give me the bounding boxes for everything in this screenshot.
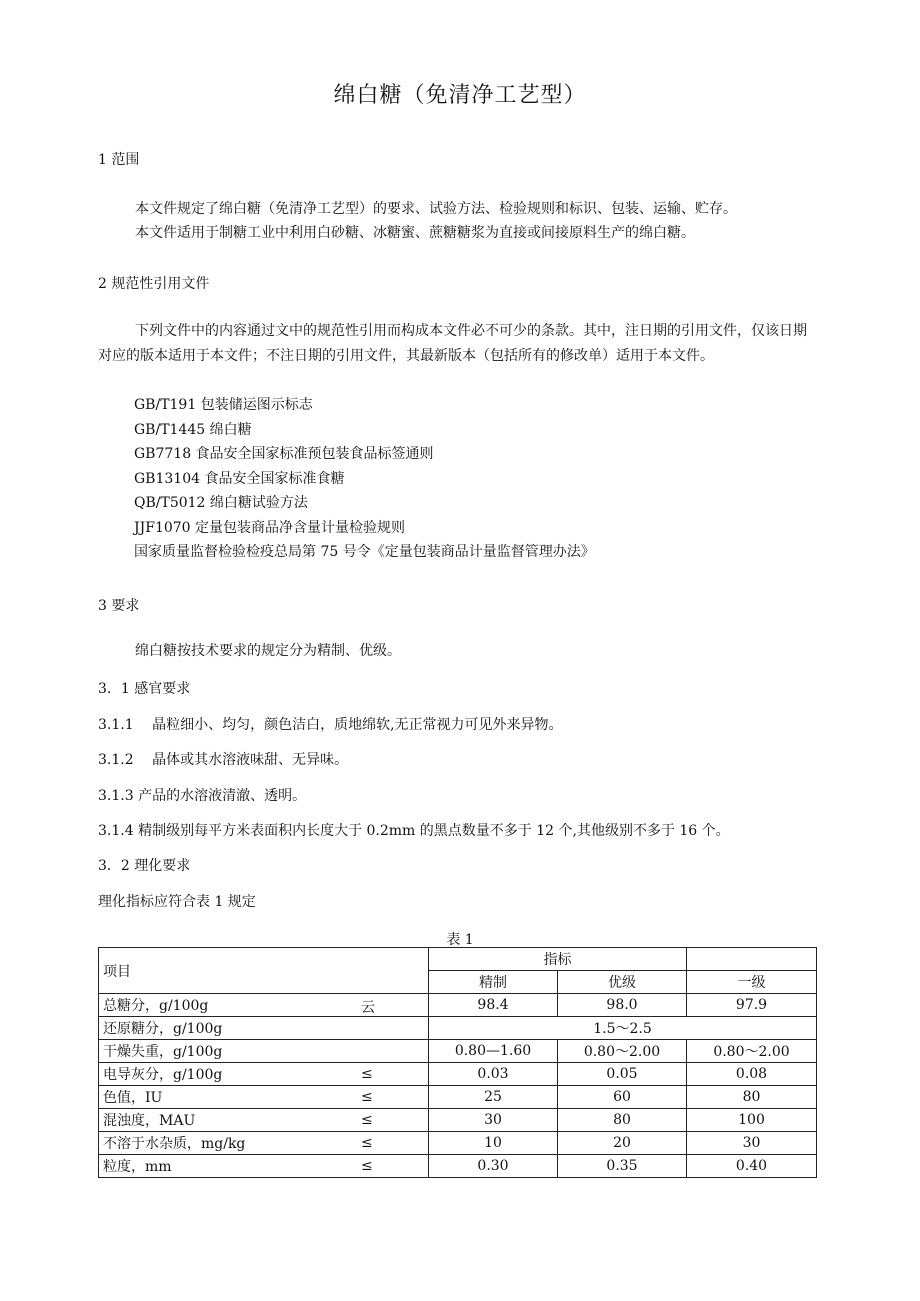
cell-superior: 80 [558, 1109, 687, 1132]
section-3-intro: 绵白糖按技术要求的规定分为精制、优级。 [135, 643, 401, 659]
reference-item: QB/T5012 绵白糖试验方法 [134, 495, 308, 511]
physicochemical-table [98, 947, 817, 1178]
row-item [99, 1155, 429, 1178]
subsection-3-2-heading: 3．2 理化要求 [98, 858, 191, 874]
reference-item: GB/T1445 绵白糖 [134, 421, 252, 438]
cell-superior: 0.35 [558, 1155, 687, 1178]
header-blank [687, 948, 817, 971]
grade-refined: 精制 [429, 971, 558, 994]
row-symbol: ≤ [361, 1135, 373, 1151]
section-1-para-1: 本文件规定了绵白糖（免清净工艺型）的要求、试验方法、检验规则和标识、包装、运输、贮存。 [135, 201, 737, 217]
cell-superior: 60 [558, 1086, 687, 1109]
cell-first: 97.9 [687, 994, 817, 1017]
subsection-3-1-heading: 3．1 感官要求 [98, 681, 191, 697]
header-item: 项目 [99, 948, 429, 994]
grade-superior: 优级 [558, 971, 687, 994]
reference-item: JJF1070 定量包装商品净含量计量检验规则 [134, 519, 406, 536]
reference-item: GB13104 食品安全国家标准食糖 [134, 470, 345, 487]
table-row [99, 1155, 817, 1178]
requirement-3-1-1: 3.1.1 晶粒细小、均匀，颜色洁白，质地绵软,无正常视力可见外来异物。 [98, 717, 563, 733]
row-item-label: 粒度，mm [103, 1159, 172, 1175]
cell-superior: 0.05 [558, 1063, 687, 1086]
reference-item: 国家质量监督检验检疫总局第 75 号令《定量包装商品计量监督管理办法》 [134, 544, 595, 560]
cell-superior: 20 [558, 1132, 687, 1155]
table-row [99, 1040, 817, 1063]
cell-refined: 10 [429, 1132, 558, 1155]
header-index: 指标 [429, 948, 687, 971]
cell-refined: 0.80—1.60 [429, 1040, 558, 1063]
document-title: 绵白糖（免清净工艺型） [333, 83, 587, 108]
section-2-intro: 下列文件中的内容通过文中的规范性引用而构成本文件必不可少的条款。其中，注日期的引用文件，仅该日期对应的版本适用于本文件；不注日期的引用文件，其最新版本（包括所有的修改单）适用于本文件。 [98, 323, 807, 364]
row-symbol: ≤ [361, 1089, 373, 1105]
cell-superior: 0.80～2.00 [558, 1040, 687, 1063]
cell-superior: 98.0 [558, 994, 687, 1017]
cell-first: 0.80～2.00 [687, 1040, 817, 1063]
row-item [99, 1017, 429, 1040]
cell-first: 0.40 [687, 1155, 817, 1178]
row-item [99, 1132, 429, 1155]
row-item-label: 不溶于水杂质，mg/kg [103, 1136, 246, 1152]
table-row [99, 1063, 817, 1086]
table-reference-note: 理化指标应符合表 1 规定 [98, 894, 256, 910]
cell-merged: 1.5～2.5 [429, 1017, 817, 1040]
cell-refined: 0.30 [429, 1155, 558, 1178]
row-item-label: 混浊度，MAU [103, 1113, 196, 1129]
row-item-label: 电导灰分，g/100g [103, 1067, 223, 1083]
grade-first: 一级 [687, 971, 817, 994]
row-item-label: 干燥失重，g/100g [103, 1044, 223, 1060]
row-item-label: 还原糖分，g/100g [103, 1021, 223, 1037]
reference-item: GB/T191 包装储运图示标志 [134, 397, 313, 413]
requirement-3-1-2: 3.1.2 晶体或其水溶液味甜、无异味。 [98, 752, 349, 768]
cell-refined: 0.03 [429, 1063, 558, 1086]
cell-refined: 25 [429, 1086, 558, 1109]
row-symbol: ≤ [361, 1066, 373, 1082]
requirement-3-1-3: 3.1.3 产品的水溶液清澈、透明。 [98, 788, 307, 804]
row-item [99, 1040, 429, 1063]
row-symbol: ≤ [361, 1158, 373, 1174]
table-row [99, 1109, 817, 1132]
section-1-para-2: 本文件适用于制糖工业中利用白砂糖、冰糖蜜、蔗糖糖浆为直接或间接原料生产的绵白糖。 [135, 225, 695, 241]
table-row [99, 1132, 817, 1155]
section-2-heading: 2 规范性引用文件 [98, 276, 210, 292]
row-item-label: 色值，IU [103, 1090, 163, 1106]
cell-refined: 98.4 [429, 994, 558, 1017]
reference-list [134, 393, 595, 565]
table-row [99, 1017, 817, 1040]
table-row [99, 994, 817, 1017]
row-item-label: 总糖分，g/100g [103, 998, 209, 1014]
reference-item: GB7718 食品安全国家标准预包装食品标签通则 [134, 446, 434, 462]
section-3-heading: 3 要求 [98, 598, 140, 614]
cell-first: 80 [687, 1086, 817, 1109]
row-symbol: ≤ [361, 1112, 373, 1128]
row-item [99, 994, 429, 1017]
cell-first: 0.08 [687, 1063, 817, 1086]
row-item [99, 1086, 429, 1109]
cell-first: 100 [687, 1109, 817, 1132]
section-1-heading: 1 范围 [98, 152, 140, 168]
row-item [99, 1109, 429, 1132]
table-row [99, 1086, 817, 1109]
requirement-3-1-4: 3.1.4 精制级别每平方米表面积内长度大于 0.2mm 的黑点数量不多于 12 个,其他级别不多于 16 个。 [98, 823, 730, 839]
table-caption: 表 1 [446, 932, 474, 948]
row-item [99, 1063, 429, 1086]
row-symbol: 云 [361, 1000, 375, 1016]
cell-refined: 30 [429, 1109, 558, 1132]
cell-first: 30 [687, 1132, 817, 1155]
table-header-row [99, 948, 817, 971]
